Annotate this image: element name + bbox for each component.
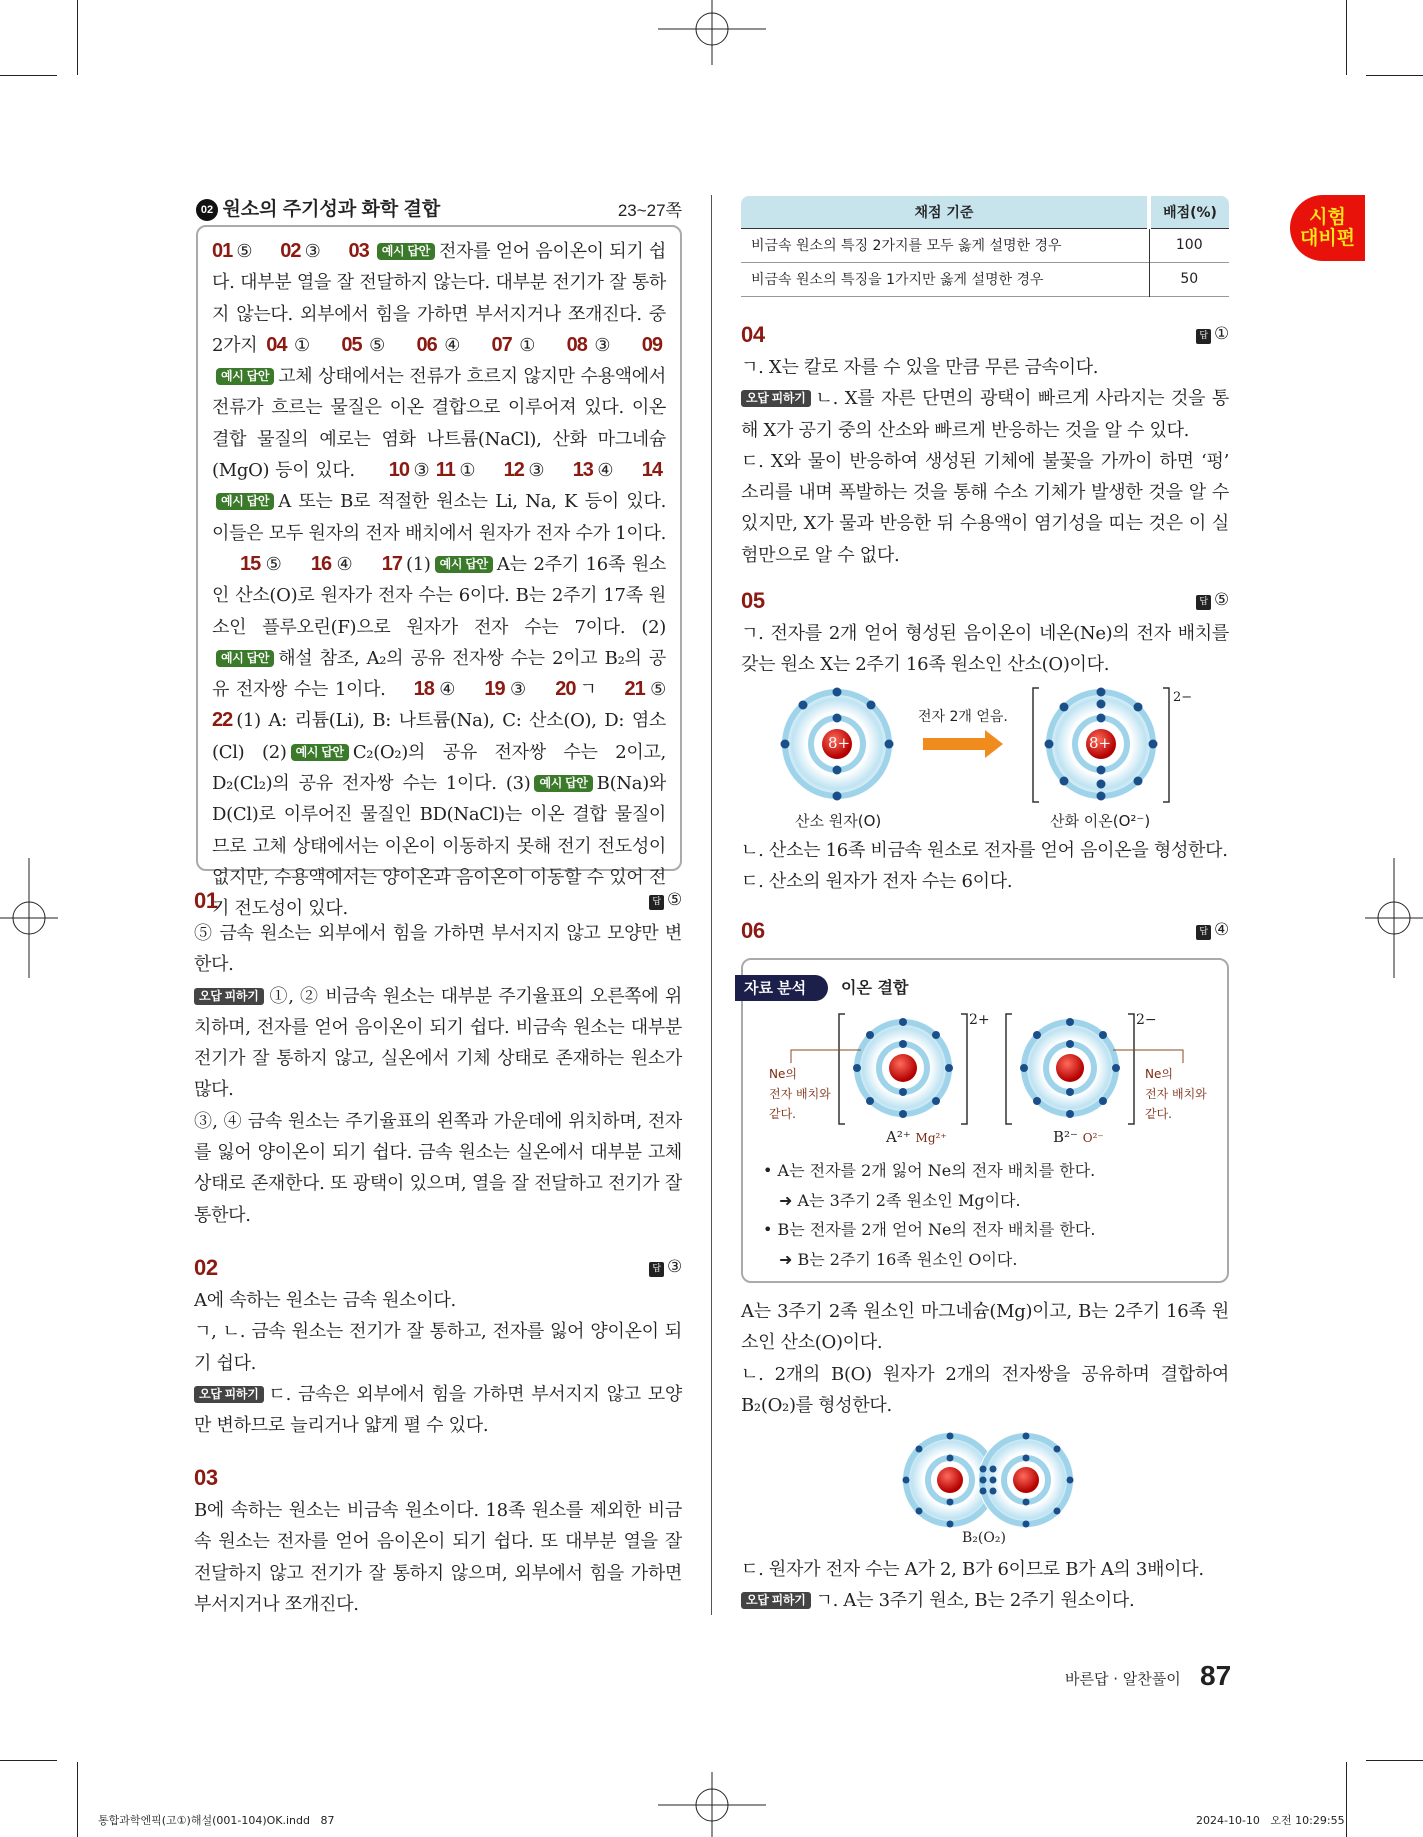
question-heading bbox=[194, 884, 682, 918]
question-06-heading bbox=[741, 914, 1229, 948]
text: ㄴ. 2개의 B(O) 원자가 2개의 전자쌍을 공유하며 결합하여 B₂(O₂)를 형성한다. bbox=[741, 1363, 1229, 1416]
text: ㄱ, ㄴ. 금속 원소는 전기가 잘 통하고, 전자를 잃어 양이온이 되기 쉽다. bbox=[194, 1321, 682, 1374]
text: ④ bbox=[437, 679, 457, 701]
paragraph bbox=[741, 446, 1229, 571]
question-number: 11 bbox=[435, 459, 455, 482]
text: ③, ④ 금속 원소는 주기율표의 왼쪽과 가운데에 위치하며, 전자를 잃어 양이온이 되기 쉽다. 금속 원소는 실온에서 대부분 고체 상태로 존재한다. 또 광택이 있으며, 열을 잘 전달하고 전기가 잘 통한다. bbox=[194, 1110, 682, 1226]
question-number: 08 bbox=[566, 333, 587, 356]
question-heading bbox=[741, 584, 1229, 618]
question-heading bbox=[194, 1461, 682, 1495]
question-heading bbox=[741, 914, 1229, 948]
cation-diagram bbox=[839, 1014, 967, 1124]
answer-icon: 답 bbox=[1196, 925, 1211, 940]
analysis-tag: 자료 분석 bbox=[735, 975, 828, 1001]
paragraph bbox=[194, 1379, 682, 1442]
analysis-title: 이온 결합 bbox=[841, 978, 909, 997]
ne-note-right: Ne의 전자 배치와 같다. bbox=[1145, 1067, 1207, 1121]
text: ③ bbox=[304, 241, 321, 262]
text: ④ bbox=[440, 334, 464, 356]
text: ⑤ bbox=[236, 241, 253, 262]
question-number: 16 bbox=[310, 552, 332, 575]
question-number: 05 bbox=[341, 333, 362, 356]
answer-value: ① bbox=[1214, 324, 1229, 345]
diagram-caption: 산화 이온(O²⁻) bbox=[1050, 812, 1151, 830]
text: ㄷ. 산소의 원자가 전자 수는 6이다. bbox=[741, 871, 1013, 893]
text: ㄴ. X를 자른 단면의 광택이 빠르게 사라지는 것을 통해 X가 공기 중의 산소와 빠르게 반응하는 것을 알 수 있다. bbox=[741, 388, 1229, 441]
crop-mark bbox=[1366, 75, 1423, 76]
text: 고체 상태에서는 전류가 흐르지 않지만 수용액에서 전류가 흐르는 물질은 이온 결합으로 이루어져 있다. 이온 결합 물질의 예로는 염화 나트륨(NaCl), 산화 마그네슘(MgO) 등이 있다. bbox=[212, 366, 666, 482]
table-row bbox=[741, 262, 1229, 296]
paragraph bbox=[194, 1106, 682, 1231]
answer-indicator bbox=[1196, 319, 1229, 350]
text: A는 3주기 2족 원소인 마그네슘(Mg)이고, B는 2주기 16족 원소인 산소(O)이다. bbox=[741, 1301, 1229, 1354]
text: ① bbox=[290, 334, 314, 356]
text: ㄱ. 전자를 2개 얻어 형성된 음이온이 네온(Ne)의 전자 배치를 갖는 원소 X는 2주기 16족 원소인 산소(O)이다. bbox=[741, 623, 1229, 676]
paragraph bbox=[194, 1285, 682, 1316]
table-cell: 비금속 원소의 특징을 1가지만 옳게 설명한 경우 bbox=[741, 262, 1149, 296]
question-number: 18 bbox=[413, 678, 434, 701]
example-answer-badge: 예시 답안 bbox=[377, 243, 435, 260]
question-number: 06 bbox=[741, 918, 765, 944]
text: A 또는 B로 적절한 원소는 Li, Na, K 등이 있다. 이들은 모두 원자의 전자 배치에서 원자가 전자 수가 1이다. bbox=[212, 491, 666, 544]
nucleus-charge: 8+ bbox=[1089, 734, 1112, 752]
paragraph bbox=[741, 835, 1229, 866]
question-number: 17 bbox=[381, 552, 403, 575]
paragraph bbox=[741, 866, 1229, 897]
text: 전자를 얻어 음이온이 되기 쉽다. 대부분 열을 잘 전달하지 않는다. 대부분 전기가 잘 통하지 않는다. 외부에서 힘을 가하면 부서지거나 쪼개진다. 중 2가지 bbox=[212, 241, 666, 356]
question-number: 04 bbox=[741, 322, 765, 348]
section-title: 원소의 주기성과 화학 결합 bbox=[222, 199, 441, 220]
table-cell: 100 bbox=[1175, 237, 1203, 253]
question-number: 14 bbox=[641, 459, 662, 482]
text: C₂(O₂)의 공유 전자쌍 수는 2이고, D₂(Cl₂)의 공유 전자쌍 수는 1이다. (3) bbox=[212, 741, 666, 795]
question-06-text bbox=[741, 1296, 1229, 1421]
question-03 bbox=[194, 1461, 682, 1620]
grading-table bbox=[741, 196, 1229, 297]
text: ③ bbox=[508, 679, 528, 701]
answer-icon: 답 bbox=[649, 1262, 664, 1277]
crop-mark bbox=[77, 0, 78, 75]
example-answer-badge: 예시 답안 bbox=[291, 744, 349, 761]
question-02 bbox=[194, 1251, 682, 1441]
anion-diagram bbox=[1006, 1014, 1134, 1124]
text: ④ bbox=[335, 553, 354, 575]
answer-value: ③ bbox=[667, 1257, 682, 1278]
text: B에 속하는 원소는 비금속 원소이다. 18족 원소를 제외한 비금속 원소는 전자를 얻어 음이온이 되기 쉽다. 또 대부분 열을 잘 전달하지 않고 전기가 잘 통하지 않으며, 외부에서 힘을 가하면 부서지거나 쪼개진다. bbox=[194, 1500, 682, 1615]
molecule-caption: B₂(O₂) bbox=[962, 1530, 1006, 1546]
paragraph bbox=[212, 236, 666, 925]
table-cell: 50 bbox=[1180, 271, 1199, 287]
example-answer-badge: 예시 답안 bbox=[435, 556, 493, 573]
footer-label: 바른답 · 알찬풀이 bbox=[1065, 1670, 1181, 1688]
answer-value: ⑤ bbox=[667, 890, 682, 911]
paragraph bbox=[741, 1554, 1229, 1585]
question-heading bbox=[194, 1251, 682, 1285]
oxygen-molecule-diagram bbox=[890, 1425, 1080, 1547]
bullet: • B는 전자를 2개 얻어 Ne의 전자 배치를 한다. bbox=[763, 1220, 1096, 1239]
table-row bbox=[741, 228, 1229, 262]
text: ㄷ. 원자가 전자 수는 A가 2, B가 6이므로 B가 A의 3배이다. bbox=[741, 1559, 1204, 1580]
question-number: 09 bbox=[641, 333, 662, 356]
crop-mark bbox=[0, 75, 57, 76]
paragraph bbox=[194, 1495, 682, 1620]
bullet: ➜ B는 2주기 16족 원소인 O이다. bbox=[779, 1249, 1018, 1269]
question-06-text-after bbox=[741, 1554, 1229, 1617]
text: (1) A: 리튬(Li), B: 나트륨(Na), C: 산소(O), D: 염소(Cl) (2) bbox=[212, 710, 666, 763]
ion-charge: 2− bbox=[1173, 690, 1193, 705]
ne-note-left: Ne의 전자 배치와 같다. bbox=[769, 1067, 831, 1121]
text: B(Na)와 D(Cl)로 이루어진 물질인 BD(NaCl)는 이온 결합 물질이므로 고체 상태에서는 이온이 이동하지 못해 전기 전도성이 없지만, 수용액에서는 양이온과 음이온이 이동할 수 있어 전기 전도성이 있다. bbox=[212, 773, 666, 920]
text: ③ bbox=[527, 460, 545, 482]
example-answer-badge: 예시 답안 bbox=[216, 493, 274, 510]
paragraph bbox=[194, 1316, 682, 1379]
answer-icon: 답 bbox=[1196, 595, 1211, 610]
question-number: 03 bbox=[348, 240, 369, 262]
question-number: 19 bbox=[484, 678, 505, 701]
page-number: 87 bbox=[1200, 1660, 1232, 1691]
nucleus-charge: 8+ bbox=[828, 734, 851, 752]
text: ⑤ bbox=[648, 679, 666, 701]
diagram-caption: 산소 원자(O) bbox=[795, 812, 882, 830]
section-header bbox=[196, 194, 682, 222]
avoid-mistake-badge: 오답 피하기 bbox=[194, 1386, 264, 1403]
text: ⑤ bbox=[365, 334, 389, 356]
table-header: 채점 기준 bbox=[741, 196, 1149, 228]
answer-value: ④ bbox=[1214, 920, 1229, 941]
paragraph bbox=[741, 1296, 1229, 1359]
paragraph bbox=[741, 1359, 1229, 1422]
example-answer-badge: 예시 답안 bbox=[216, 368, 274, 385]
registration-mark bbox=[1363, 858, 1423, 978]
example-answer-badge: 예시 답안 bbox=[534, 775, 592, 792]
question-number: 21 bbox=[624, 678, 645, 701]
registration-mark bbox=[650, 1767, 774, 1837]
cation-label: A²⁺ Mg²⁺ bbox=[886, 1128, 947, 1146]
registration-mark bbox=[0, 858, 60, 978]
answer-value: ⑤ bbox=[1214, 590, 1229, 611]
text: ㄷ. X와 물이 반응하여 생성된 기체에 불꽃을 가까이 하면 ‘펑’ 소리를 내며 폭발하는 것을 통해 수소 기체가 발생한 것을 알 수 있지만, X가 물과 반응한 뒤 수용액이 염기성을 띠는 것은 이 실험만으로 알 수 없다. bbox=[741, 450, 1229, 566]
question-04 bbox=[741, 318, 1229, 571]
question-05-cont bbox=[741, 835, 1229, 898]
question-number: 22 bbox=[212, 709, 233, 732]
question-number: 04 bbox=[266, 333, 287, 356]
side-tab-exam-prep[interactable] bbox=[1290, 195, 1365, 261]
text: ⑤ 금속 원소는 외부에서 힘을 가하면 부서지지 않고 모양만 변한다. bbox=[194, 923, 682, 976]
text: ⑤ bbox=[264, 553, 283, 575]
avoid-mistake-badge: 오답 피하기 bbox=[194, 988, 264, 1005]
question-number: 02 bbox=[280, 240, 301, 262]
registration-mark bbox=[650, 0, 774, 70]
paragraph bbox=[741, 352, 1229, 383]
crop-mark bbox=[77, 1762, 78, 1837]
question-number: 01 bbox=[194, 888, 218, 914]
text: ③ bbox=[590, 334, 614, 356]
crop-mark bbox=[1366, 1760, 1423, 1761]
text: ㄷ. 금속은 외부에서 힘을 가하면 부서지지 않고 모양만 변하므로 늘리거나 얇게 펼 수 있다. bbox=[194, 1383, 682, 1437]
text: ㄱ. X는 칼로 자를 수 있을 만큼 무른 금속이다. bbox=[741, 357, 1099, 378]
text: 해설 참조, A₂의 공유 전자쌍 수는 2이고 B₂의 공유 전자쌍 수는 1이다. bbox=[212, 647, 666, 701]
question-number: 20 bbox=[555, 678, 576, 701]
table-header: 배점(%) bbox=[1149, 196, 1229, 228]
side-tab-line: 시험 bbox=[1309, 207, 1346, 228]
paragraph bbox=[741, 383, 1229, 446]
text: ① bbox=[515, 334, 539, 356]
question-number: 13 bbox=[572, 459, 593, 482]
answer-indicator bbox=[649, 1252, 682, 1283]
question-number: 07 bbox=[491, 333, 512, 356]
answer-icon: 답 bbox=[649, 895, 664, 910]
answer-icon: 답 bbox=[1196, 329, 1211, 344]
question-number: 06 bbox=[416, 333, 437, 356]
text: ④ bbox=[596, 460, 614, 482]
text: ㄴ. 산소는 16족 비금속 원소로 전자를 얻어 음이온을 형성한다. bbox=[741, 840, 1228, 861]
question-number: 10 bbox=[388, 459, 409, 482]
bullet: • A는 전자를 2개 잃어 Ne의 전자 배치를 한다. bbox=[763, 1161, 1096, 1180]
example-answer-badge: 예시 답안 bbox=[216, 650, 274, 667]
crop-mark bbox=[1346, 0, 1347, 75]
question-01 bbox=[194, 884, 682, 1231]
question-number: 03 bbox=[194, 1465, 218, 1491]
avoid-mistake-badge: 오답 피하기 bbox=[741, 1592, 811, 1609]
text: (1) bbox=[406, 553, 431, 575]
section-number-badge: 02 bbox=[196, 199, 218, 221]
question-number: 15 bbox=[240, 552, 261, 575]
answer-indicator bbox=[649, 885, 682, 916]
text: A는 2주기 16족 원소인 산소(O)로 원자가 전자 수는 6이다. B는 2주기 17족 원소인 플루오린(F)으로 원자가 전자 수는 7이다. (2) bbox=[212, 553, 666, 638]
text: ①, ② 비금속 원소는 대부분 주기율표의 오른쪽에 위치하며, 전자를 얻어 음이온이 되기 쉽다. 비금속 원소는 대부분 전기가 잘 통하지 않고, 실온에서 기체 상태로 존재하는 원소가 많다. bbox=[194, 985, 682, 1101]
crop-mark bbox=[0, 1760, 57, 1761]
question-05 bbox=[741, 584, 1229, 681]
paragraph bbox=[741, 618, 1229, 681]
table-cell: 비금속 원소의 특징 2가지를 모두 옳게 설명한 경우 bbox=[741, 228, 1149, 262]
text: A에 속하는 원소는 금속 원소이다. bbox=[194, 1290, 456, 1311]
question-number: 02 bbox=[194, 1255, 218, 1281]
question-number: 01 bbox=[212, 240, 233, 262]
answer-indicator bbox=[1196, 915, 1229, 946]
anion-label: B²⁻ O²⁻ bbox=[1053, 1128, 1104, 1146]
data-analysis-box bbox=[741, 958, 1229, 1283]
text: ③ bbox=[412, 460, 436, 482]
avoid-mistake-badge: 오답 피하기 bbox=[741, 390, 811, 407]
question-heading bbox=[741, 318, 1229, 352]
answer-indicator bbox=[1196, 585, 1229, 616]
side-tab-line: 대비편 bbox=[1299, 228, 1356, 249]
question-number: 05 bbox=[741, 588, 765, 614]
text: ① bbox=[458, 460, 476, 482]
crop-mark bbox=[1346, 1762, 1347, 1837]
question-number: 12 bbox=[503, 459, 524, 482]
paragraph bbox=[194, 918, 682, 981]
file-info: 통합과학엔픽(고①)해설(001-104)OK.indd 87 bbox=[98, 1814, 335, 1827]
arrow-label: 전자 2개 얻음. bbox=[918, 709, 1008, 725]
paragraph bbox=[741, 1585, 1229, 1616]
answer-box-content bbox=[212, 236, 666, 925]
analysis-bullets bbox=[763, 1156, 1095, 1274]
page-range: 23~27쪽 bbox=[617, 201, 682, 220]
bullet: ➜ A는 3주기 2족 원소인 Mg이다. bbox=[779, 1190, 1021, 1210]
cation-charge: 2+ bbox=[969, 1012, 990, 1028]
paragraph bbox=[194, 981, 682, 1106]
arrow-icon bbox=[923, 730, 1003, 758]
column-divider bbox=[711, 195, 712, 1615]
text: ㄱ. A는 3주기 원소, B는 2주기 원소이다. bbox=[815, 1590, 1135, 1612]
anion-charge: 2− bbox=[1136, 1012, 1157, 1028]
print-timestamp: 2024-10-10 오전 10:29:55 bbox=[1196, 1814, 1345, 1827]
text: ㄱ bbox=[579, 679, 597, 701]
